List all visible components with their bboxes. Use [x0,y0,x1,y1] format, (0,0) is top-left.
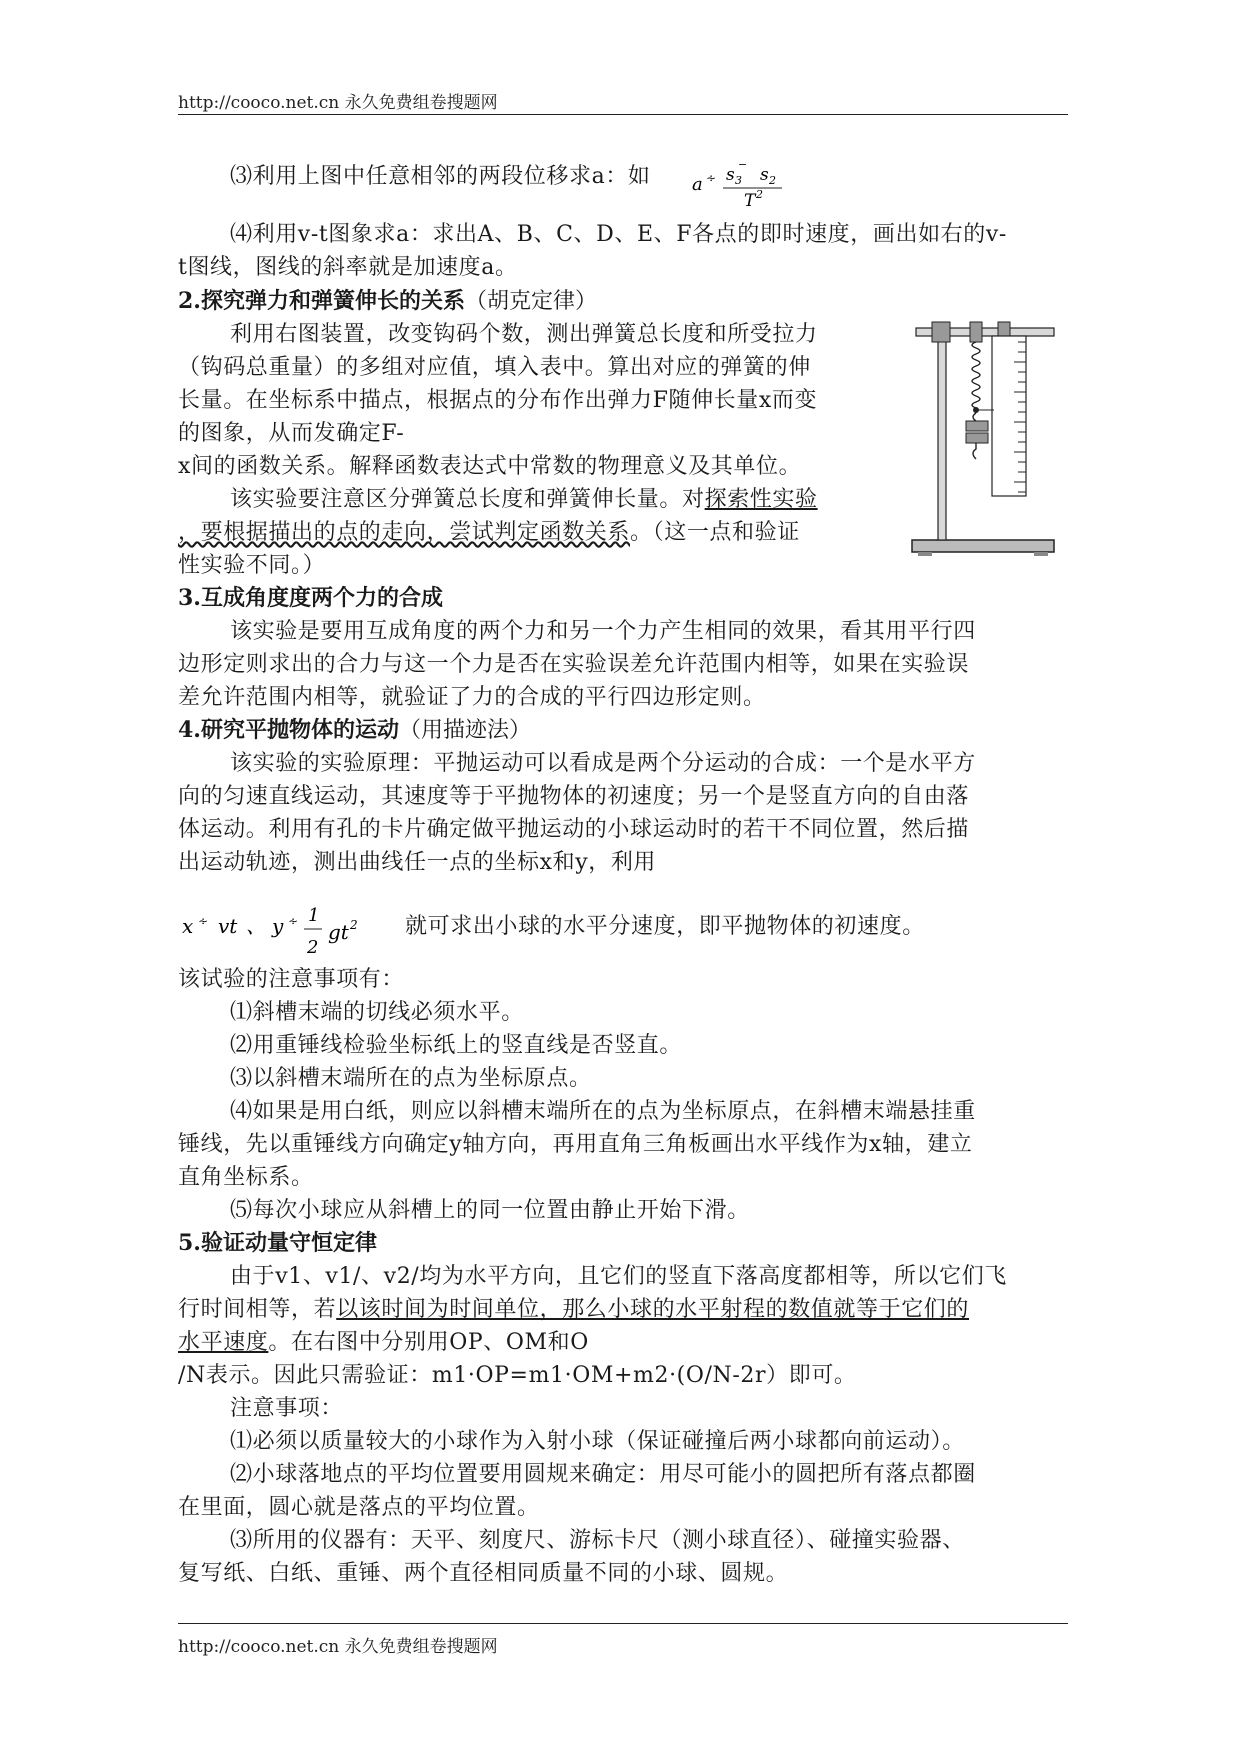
page-footer: http://cooco.net.cn 永久免费组卷搜题网 [178,1637,498,1657]
clamp-mid [970,322,982,342]
page-header: http://cooco.net.cn 永久免费组卷搜题网 [178,93,498,113]
sec2-p2-l1 [230,483,818,516]
item4-line2: t图线，图线的斜率就是加速度a。 [178,255,518,280]
spring-apparatus-figure [910,318,1060,562]
sec5-note2-l1: ⑵小球落地点的平均位置要用圆规来确定：用尽可能小的圆把所有落点都圈 [230,1462,976,1487]
section4-number: 4. [178,717,201,743]
formula-a-num2: s [760,165,769,185]
formula-a-num1: s [726,165,735,185]
section4-title: 研究平抛物体的运动 [200,718,399,743]
footer-rule [178,1623,1068,1624]
sec5-note3-l2: 复写纸、白纸、重锤、两个直径相同质量不同的小球、圆规。 [178,1561,789,1586]
sec4-note1: ⑴斜槽末端的切线必须水平。 [230,1000,524,1025]
sec2-p1-l4: 的图象，从而发确定F- [178,421,405,446]
sec5-p2 [178,1293,969,1326]
section4-paren: （用描迹法） [398,718,531,743]
base-foot-right [1034,552,1048,556]
sec2-p2-d: 。（这一点和验证 [630,520,800,545]
hook-upper [973,413,976,421]
header-rule [178,114,1068,115]
sec4-l3: 体运动。利用有孔的卡片确定做平抛运动的小球运动时的若干不同位置，然后描 [178,817,970,842]
sec4-note4-l2: 锤线，先以重锤线方向确定y轴方向，再用直角三角板画出水平线作为x轴，建立 [178,1132,973,1157]
sec4-note5: ⑸每次小球应从斜槽上的同一位置由静止开始下滑。 [230,1198,750,1223]
stand-pole [938,338,946,540]
sec5-p3-b: 。在右图中分别用OP、OM和O [268,1330,589,1355]
sec3-l3: 差允许范围内相等，就验证了力的合成的平行四边形定则。 [178,685,766,710]
sec2-p1-l3: 长量。在坐标系中描点，根据点的分布作出弹力F随伸长量x而变 [178,388,818,413]
sec5-p3-a: 水平速度 [178,1330,269,1355]
sec4-note3: ⑶以斜槽末端所在的点为坐标原点。 [230,1066,592,1091]
sec5-note1: ⑴必须以质量较大的小球作为入射小球（保证碰撞后两小球都向前运动）。 [230,1429,965,1454]
hook-lower [973,443,976,459]
sec4-l2: 向的匀速直线运动，其速度等于平抛物体的初速度；另一个是竖直方向的自由落 [178,784,970,809]
sec2-p2-l2 [178,516,800,549]
formula-a-sub2: 2 [769,174,776,187]
sec3-l2: 边形定则求出的合力与这一个力是否在实验误差允许范围内相等，如果在实验误 [178,652,970,677]
fy-num: 1 [308,905,320,926]
sec4-note4-l3: 直角坐标系。 [178,1165,314,1190]
fy-den: 2 [307,937,319,958]
spring-apparatus-svg [910,318,1060,558]
section3-title: 互成角度度两个力的合成 [200,586,443,611]
item3-text: ⑶利用上图中任意相邻的两段位移求a：如 [230,164,651,189]
sec2-p1-l1: 利用右图装置，改变钩码个数，测出弹簧总长度和所受拉力 [230,322,818,347]
sec2-p2-b: 探索性实验 [704,487,818,512]
sec5-p4: /N表示。因此只需验证：m1·OP=m1·OM+m2·(O/N-2r）即可。 [178,1363,857,1388]
acceleration-formula [690,160,800,215]
sec5-note3-l1: ⑶所用的仪器有：天平、刻度尺、游标卡尺（测小球直径）、碰撞实验器、 [230,1528,965,1553]
sec5-p3 [178,1326,589,1359]
sec5-p2-b: 以该时间为时间单位，那么小球的水平射程的数值就等于它们的 [336,1297,970,1322]
section5-title: 验证动量守恒定律 [200,1231,377,1256]
fy-sup: 2 [350,918,358,932]
sec5-notes-title: 注意事项： [230,1396,344,1421]
sec3-l1: 该实验是要用互成角度的两个力和另一个力产生相同的效果，看其用平行四 [230,619,976,644]
formula-a-den: T [744,191,756,210]
item4-line1: ⑷利用v-t图象求a：求出A、B、C、D、E、F各点的即时速度，画出如右的v- [230,222,1007,247]
weight-2 [966,433,988,443]
spring-coil [972,342,980,408]
section2-title: 探究弹力和弹簧伸长的关系 [200,289,465,314]
fx-x: x [182,914,194,938]
sec4-note4-l1: ⑷如果是用白纸，则应以斜槽末端所在的点为坐标原点，在斜槽末端悬挂重 [230,1099,976,1124]
section3-number: 3. [178,585,201,611]
fx-vt: vt [218,914,238,938]
fy-approx: ∻ [288,914,299,928]
projectile-formulas [180,903,420,969]
section5-number: 5. [178,1230,201,1256]
sec5-note2-l2: 在里面，圆心就是落点的平均位置。 [178,1495,540,1520]
sec4-formula-tail: 就可求出小球的水平分速度，即平抛物体的初速度。 [405,914,925,939]
section5-heading [178,1227,377,1260]
projectile-formulas-svg [180,903,420,963]
acceleration-formula-svg [690,160,800,210]
fx-approx: ∻ [198,914,209,928]
base-foot-left [918,552,932,556]
formula-a-approx: ∻ [706,171,717,185]
sec4-notes-title: 该试验的注意事项有： [178,967,405,992]
sec5-p1: 由于v1、v1/、v2/均为水平方向，且它们的竖直下落高度都相等，所以它们飞 [230,1264,1007,1289]
sec5-p2-a: 行时间相等，若 [178,1297,337,1322]
base-plate [912,540,1054,552]
weight-1 [966,421,988,431]
sec4-l1: 该实验的实验原理：平抛运动可以看成是两个分运动的合成：一个是水平方 [230,751,976,776]
sec2-p2-l3: 性实验不同。） [178,553,326,578]
formula-a-sub1: 3 [735,174,742,187]
formula-a-lhs: a [692,174,703,195]
fx-sep: 、 [246,914,266,938]
sec2-p2-c: ，要根据描出的点的走向，尝试判定函数关系 [178,520,631,545]
clamp-left [932,322,950,342]
section2-paren: （胡克定律） [464,289,597,314]
fy-gt: gt [328,920,349,944]
sec4-l4: 出运动轨迹，测出曲线任一点的坐标x和y，利用 [178,850,657,875]
section2-number: 2. [178,288,201,314]
formula-a-minus: − [738,160,748,171]
section3-heading [178,582,443,615]
sec2-p2-a: 该实验要注意区分弹簧总长度和弹簧伸长量。对 [230,487,705,512]
sec2-p1-l2: （钩码总重量）的多组对应值，填入表中。算出对应的弹簧的伸 [178,355,811,380]
section4-heading [178,714,531,747]
section2-heading [178,285,597,318]
fy-y: y [272,914,284,938]
sec2-p1-l5: x间的函数关系。解释函数表达式中常数的物理意义及其单位。 [178,454,802,479]
formula-a-sup: 2 [756,188,763,201]
sec4-note2: ⑵用重锤线检验坐标纸上的竖直线是否竖直。 [230,1033,683,1058]
